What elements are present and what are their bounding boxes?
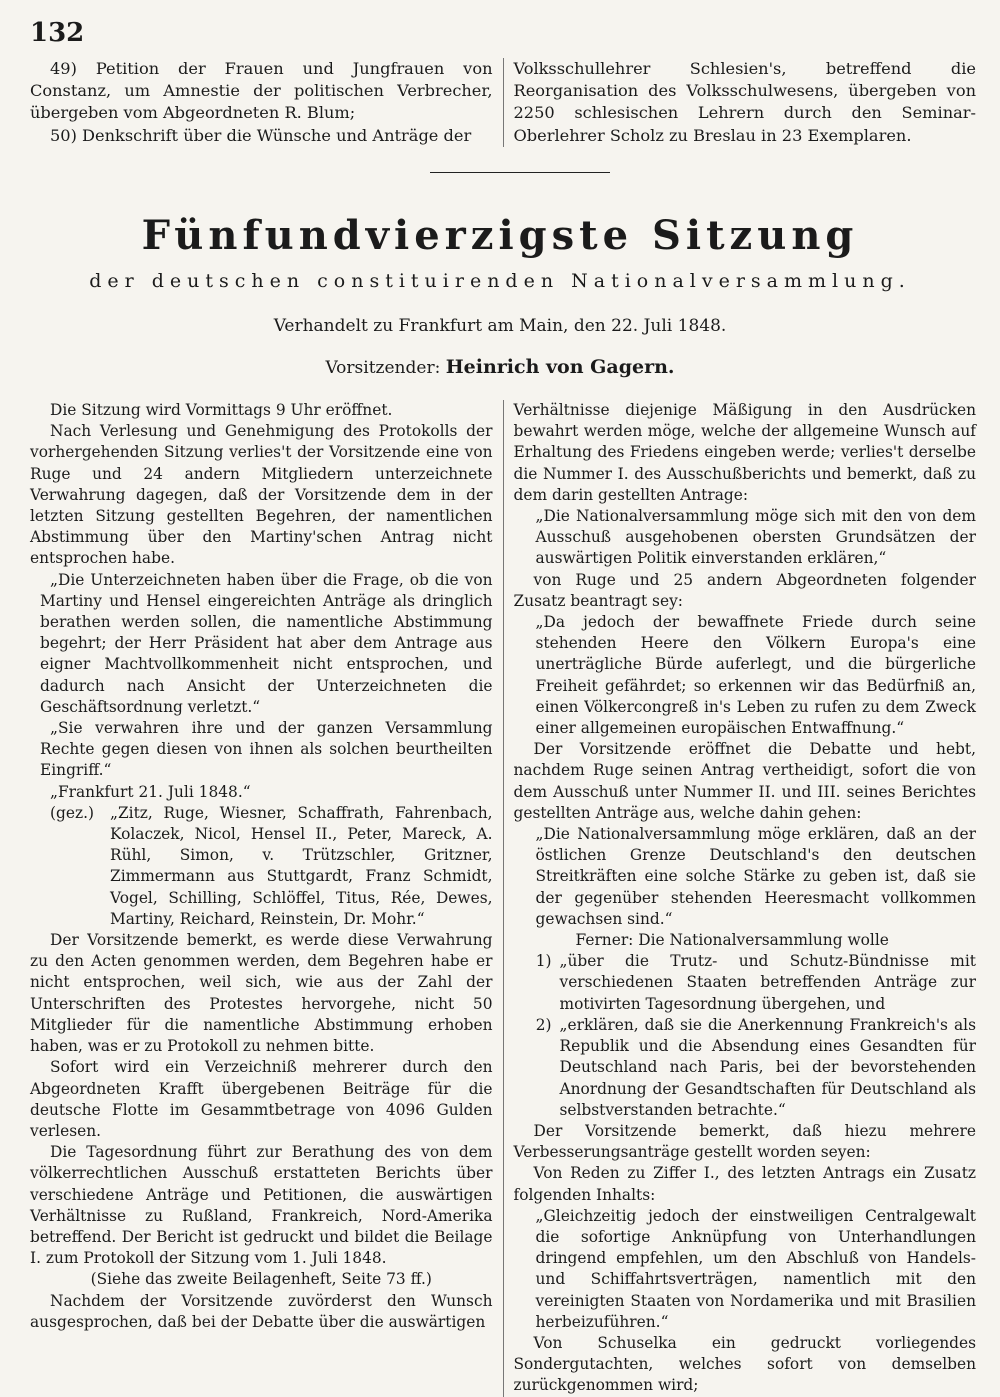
column-rule — [503, 58, 504, 147]
session-subtitle: der deutschen constituirenden Nationalversammlung. — [89, 270, 911, 292]
right-column — [514, 400, 977, 1397]
page-number: 132 — [30, 18, 85, 48]
signature-label: (gez.) — [50, 803, 94, 822]
right-quote-2: „Da jedoch der bewaffnete Friede durch seine stehenden Heere den Völkern Europa's eine unerträgliche Bürde auferlegt, und die bürgerliche Freiheit gefährdet; so erkennen wir das Bedürfniß an, einen Völkercongreß in's Leben zu rufen zu dem Zweck einer allgemeinen europäischen Entwaffnung.“ — [535, 613, 976, 738]
right-quote-1: „Die Nationalversammlung möge sich mit den von dem Ausschuß ausgehobenen obersten Grundsätzen der auswärtigen Politik einverstanden erklären,“ — [535, 507, 976, 568]
right-p3: Der Vorsitzende eröffnet die Debatte und hebt, nachdem Ruge seinen Antrag vertheidigt, sofort die von dem Ausschuß unter Nummer II. und III. seines Berichtes gestellten Anträge aus, welche dahin gehen: — [513, 740, 976, 822]
numbered-item-1 — [514, 951, 977, 1015]
right-quote-4: Ferner: Die Nationalversammlung wolle — [575, 931, 889, 950]
right-p6: Von Schuselka ein gedruckt vorliegendes Sondergutachten, welches sofort von demselben zurückgenommen wird; — [513, 1333, 976, 1395]
petition-50-cont: Volksschullehrer Schlesien's, betreffend die Reorganisation des Volksschulwesens, übergeben von 2250 schlesischen Lehrern durch den Seminar-Oberlehrer Scholz zu Breslau in 23 Exemplaren. — [513, 59, 976, 145]
left-quote-1: „Die Unterzeichneten haben über die Frage, ob die von Martiny und Hensel eingereichten Anträge als dringlich berathen werden sollen, die namentliche Abstimmung begehrt; der Herr Präsident hat aber dem Antrage aus eigner Machtvollkommenheit nicht entsprochen, und dadurch nach Ansicht der Unterzeichneten die Geschäftsordnung verletzt.“ — [40, 570, 493, 716]
item-1-number: 1) — [535, 952, 552, 971]
left-p3: Der Vorsitzende bemerkt, es werde diese Verwahrung zu den Acten genommen werden, dem Begehren habe er nicht entsprochen, weil sich, wie aus der Zahl der Unterschriften des Protestes hervorgehe, nicht 50 Mitglieder für die namentliche Abstimmung erhoben haben, was er zu Protokoll zu nehmen bitte. — [30, 931, 493, 1056]
item-2-number: 2) — [535, 1015, 552, 1034]
right-p2: von Ruge und 25 andern Abgeordneten folgender Zusatz beantragt sey: — [513, 570, 976, 610]
left-quote-3: „Frankfurt 21. Juli 1848.“ — [50, 782, 251, 801]
right-p4: Der Vorsitzende bemerkt, daß hiezu mehrere Verbesserungsanträge gestellt worden seyen: — [513, 1121, 976, 1162]
chair-line — [0, 356, 1000, 378]
left-p7: Nachdem der Vorsitzende zuvörderst den Wunsch ausgesprochen, daß bei der Debatte über die auswärtigen — [30, 1291, 493, 1331]
signature-names: „Zitz, Ruge, Wiesner, Schaffrath, Fahrenbach, Kolaczek, Nicol, Hensel II., Peter, Mareck, A. Rühl, Simon, v. Trützschler, Gritzner, Zimmermann aus Stuttgardt, Franz Schmidt, Vogel, Schilling, Schlöffel, Titus, Rée, Dewes, Martiny, Reichard, Reinstein, Dr. Mohr.“ — [110, 803, 493, 928]
item-1-text: „über die Trutz- und Schutz-Bündnisse mit verschiedenen Staaten betreffenden Anträge zur motivirten Tagesordnung übergehen, und — [559, 952, 976, 1013]
place-date: Verhandelt zu Frankfurt am Main, den 22. Juli 1848. — [273, 316, 727, 336]
petition-49: 49) Petition der Frauen und Jungfrauen von Constanz, um Amnestie der politischen Verbrecher, übergeben vom Abgeordneten R. Blum; — [30, 59, 493, 123]
right-quote-3: „Die Nationalversammlung möge erklären, daß an der östlichen Grenze Deutschland's den deutschen Streitkräften eine solche Stärke zu geben ist, daß sie der gegenüber stehenden Heeresmacht vollkommen gewachsen sind.“ — [535, 825, 976, 928]
section-divider — [430, 172, 610, 173]
signatures — [30, 803, 493, 930]
top-section — [30, 58, 976, 147]
session-title: Fünfundvierzigste Sitzung — [141, 212, 859, 259]
right-quote-5: „Gleichzeitig jedoch der einstweiligen Centralgewalt die sofortige Anknüpfung von Unterhandlungen dringend empfehlen, um den Abschluß von Handels- und Schiffahrtsverträgen, namentlich mit den vereinigten Staaten von Nordamerika und mit Brasilien herbeizuführen.“ — [535, 1206, 976, 1331]
left-p5: Die Tagesordnung führt zur Berathung des von dem völkerrechtlichen Ausschuß erstatteten Berichts über verschiedene Anträge und Petitionen, die auswärtigen Verhältnisse zu Rußland, Frankreich, Nord-Amerika betreffend. Der Bericht ist gedruckt und bildet die Beilage I. zum Protokoll der Sitzung vom 1. Juli 1848. — [30, 1143, 493, 1268]
petition-50: 50) Denkschrift über die Wünsche und Anträge der — [50, 125, 472, 145]
left-p1: Die Sitzung wird Vormittags 9 Uhr eröffnet. — [50, 401, 393, 419]
body-section — [30, 400, 976, 1397]
left-p4: Sofort wird ein Verzeichniß mehrerer durch den Abgeordneten Krafft übergebenen Beiträge für die deutsche Flotte im Gesammtbetrage von 4096 Gulden verlesen. — [30, 1058, 493, 1140]
right-p5: Von Reden zu Ziffer I., des letzten Antrags ein Zusatz folgenden Inhalts: — [513, 1164, 976, 1204]
left-quote-2: „Sie verwahren ihre und der ganzen Versammlung Rechte gegen diesen von ihnen als solchen beurtheilten Eingriff.“ — [40, 719, 493, 780]
top-left-column — [30, 58, 493, 147]
chair-name: Heinrich von Gagern. — [445, 356, 675, 378]
left-p6: (Siehe das zweite Beilagenheft, Seite 73 ff.) — [90, 1270, 432, 1289]
left-column — [30, 400, 493, 1397]
right-p1: Verhältnisse diejenige Mäßigung in den Ausdrücken bewahrt werden möge, welche der allgemeine Wunsch auf Erhaltung des Friedens eingeben werde; verlies't derselbe die Nummer I. des Ausschußberichts und bemerkt, daß zu dem darin gestellten Antrage: — [513, 401, 976, 504]
left-p2: Nach Verlesung und Genehmigung des Protokolls der vorhergehenden Sitzung verlies't der Vorsitzende eine von Ruge und 24 andern Mitgliedern unterzeichnete Verwahrung dagegen, daß der Vorsitzende dem in der letzten Sitzung gestellten Begehren, der namentlichen Abstimmung über den Martiny'schen Antrag nicht entsprochen habe. — [30, 422, 493, 568]
numbered-item-2 — [514, 1015, 977, 1121]
item-2-text: „erklären, daß sie die Anerkennung Frankreich's als Republik und die Absendung eines Gesandten für Deutschland nach Paris, bei der bevorstehenden Anordnung der Gesandtschaften für Deutschland als selbstverstanden betrachte.“ — [559, 1015, 976, 1119]
top-right-column — [514, 58, 977, 147]
column-rule-body — [503, 400, 504, 1397]
chair-label: Vorsitzender: — [325, 358, 441, 378]
